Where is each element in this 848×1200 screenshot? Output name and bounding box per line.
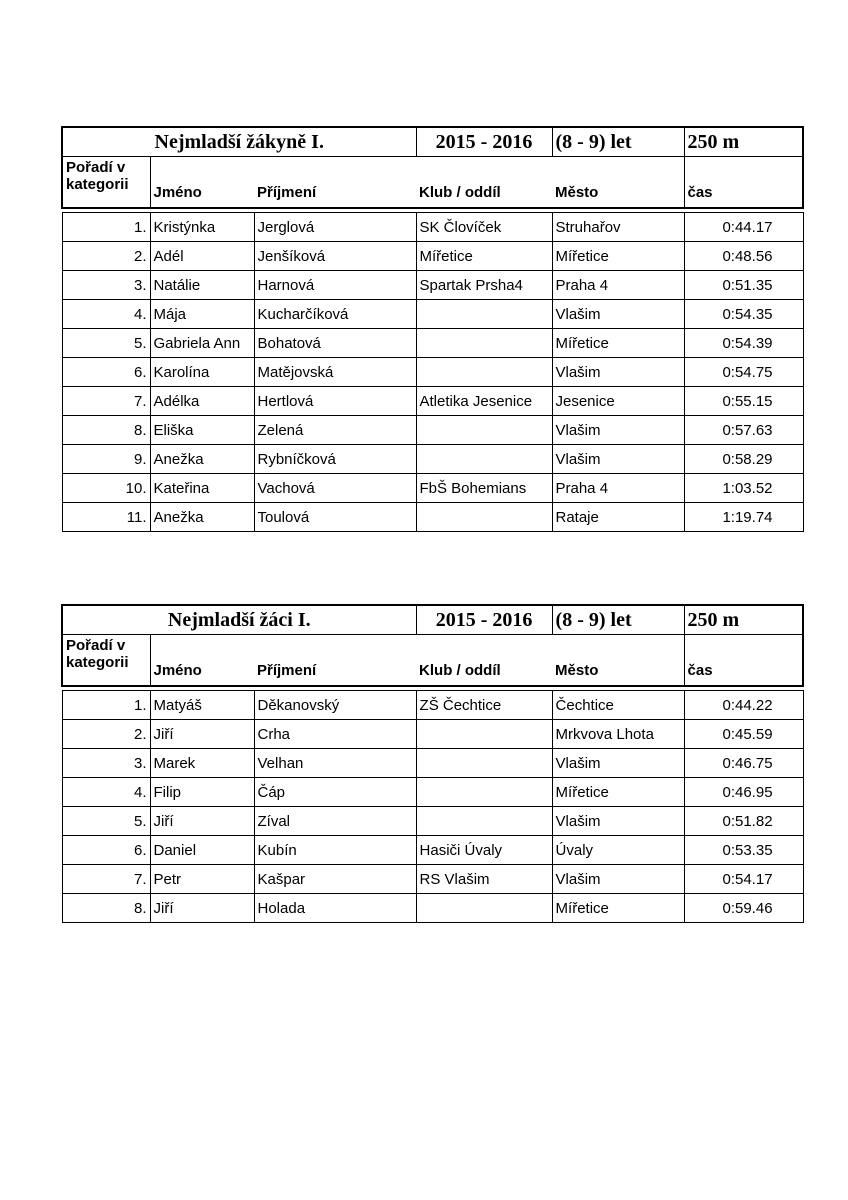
results-table-boys [61,604,804,923]
cell-rank: 11. [62,503,150,532]
table-row [62,271,803,300]
cell-last-name: Zelená [254,416,416,445]
cell-city: Čechtice [552,691,684,720]
distance: 250 m [684,127,803,157]
results-table-body [62,605,803,923]
title-row [62,605,803,635]
header-rank [62,157,150,209]
table-row [62,329,803,358]
cell-rank: 10. [62,474,150,503]
cell-city: Vlašim [552,865,684,894]
header-club: Klub / oddíl [416,635,552,687]
cell-last-name: Harnová [254,271,416,300]
cell-time: 0:57.63 [684,416,803,445]
cell-last-name: Jenšíková [254,242,416,271]
cell-rank: 9. [62,445,150,474]
cell-time: 0:46.75 [684,749,803,778]
cell-first-name: Anežka [150,445,254,474]
cell-first-name: Kateřina [150,474,254,503]
cell-club [416,329,552,358]
header-first-name: Jméno [150,157,254,209]
table-row [62,865,803,894]
cell-time: 0:55.15 [684,387,803,416]
table-row [62,720,803,749]
cell-city: Mrkvova Lhota [552,720,684,749]
cell-club [416,778,552,807]
table-row [62,778,803,807]
cell-last-name: Hertlová [254,387,416,416]
cell-rank: 7. [62,387,150,416]
cell-last-name: Toulová [254,503,416,532]
cell-city: Vlašim [552,445,684,474]
cell-first-name: Natálie [150,271,254,300]
header-time: čas [684,635,803,687]
cell-last-name: Kucharčíková [254,300,416,329]
cell-club [416,749,552,778]
cell-club: Mířetice [416,242,552,271]
table-row [62,503,803,532]
title-row [62,127,803,157]
cell-city: Mířetice [552,894,684,923]
header-rank-line2: kategorii [66,654,129,671]
cell-rank: 1. [62,213,150,242]
cell-time: 0:53.35 [684,836,803,865]
cell-time: 1:03.52 [684,474,803,503]
cell-time: 0:45.59 [684,720,803,749]
cell-time: 0:59.46 [684,894,803,923]
cell-first-name: Anežka [150,503,254,532]
cell-last-name: Kašpar [254,865,416,894]
cell-last-name: Děkanovský [254,691,416,720]
cell-club: Hasiči Úvaly [416,836,552,865]
cell-club: FbŠ Bohemians [416,474,552,503]
header-rank-line2: kategorii [66,176,129,193]
cell-time: 0:44.22 [684,691,803,720]
cell-club [416,503,552,532]
cell-time: 0:48.56 [684,242,803,271]
table-row [62,474,803,503]
cell-rank: 6. [62,358,150,387]
cell-first-name: Filip [150,778,254,807]
table-row [62,445,803,474]
cell-last-name: Zíval [254,807,416,836]
cell-rank: 1. [62,691,150,720]
cell-city: Vlašim [552,358,684,387]
cell-city: Vlašim [552,749,684,778]
cell-time: 0:46.95 [684,778,803,807]
cell-first-name: Petr [150,865,254,894]
cell-time: 0:54.39 [684,329,803,358]
cell-city: Praha 4 [552,474,684,503]
cell-city: Rataje [552,503,684,532]
column-header-row [62,157,803,209]
header-city: Město [552,635,684,687]
cell-rank: 8. [62,894,150,923]
cell-city: Mířetice [552,329,684,358]
cell-club [416,358,552,387]
age-range: (8 - 9) let [552,605,684,635]
cell-rank: 2. [62,242,150,271]
cell-rank: 3. [62,749,150,778]
cell-time: 1:19.74 [684,503,803,532]
cell-first-name: Karolína [150,358,254,387]
cell-club [416,807,552,836]
cell-first-name: Daniel [150,836,254,865]
category-title: Nejmladší žáci I. [62,605,416,635]
cell-club [416,416,552,445]
cell-first-name: Mája [150,300,254,329]
cell-last-name: Kubín [254,836,416,865]
results-table-body [62,127,803,532]
cell-first-name: Eliška [150,416,254,445]
cell-city: Praha 4 [552,271,684,300]
table-row [62,213,803,242]
table-row [62,807,803,836]
category-title: Nejmladší žákyně I. [62,127,416,157]
cell-time: 0:54.17 [684,865,803,894]
cell-last-name: Vachová [254,474,416,503]
cell-club [416,445,552,474]
cell-first-name: Matyáš [150,691,254,720]
cell-last-name: Velhan [254,749,416,778]
cell-time: 0:51.35 [684,271,803,300]
cell-first-name: Marek [150,749,254,778]
cell-last-name: Rybníčková [254,445,416,474]
cell-last-name: Čáp [254,778,416,807]
cell-city: Mířetice [552,242,684,271]
cell-rank: 2. [62,720,150,749]
cell-club: RS Vlašim [416,865,552,894]
cell-first-name: Jiří [150,894,254,923]
table-row [62,387,803,416]
birth-years: 2015 - 2016 [416,127,552,157]
cell-last-name: Jerglová [254,213,416,242]
cell-rank: 7. [62,865,150,894]
cell-time: 0:58.29 [684,445,803,474]
header-rank-line1: Pořadí v [66,159,126,176]
table-row [62,242,803,271]
cell-club [416,300,552,329]
cell-club: SK Človíček [416,213,552,242]
header-last-name: Příjmení [254,157,416,209]
cell-time: 0:44.17 [684,213,803,242]
table-row [62,358,803,387]
header-city: Město [552,157,684,209]
cell-city: Jesenice [552,387,684,416]
results-table-girls [61,126,804,532]
cell-rank: 4. [62,300,150,329]
cell-rank: 5. [62,329,150,358]
cell-city: Mířetice [552,778,684,807]
cell-club: ZŠ Čechtice [416,691,552,720]
cell-time: 0:51.82 [684,807,803,836]
table-row [62,836,803,865]
age-range: (8 - 9) let [552,127,684,157]
header-last-name: Příjmení [254,635,416,687]
cell-rank: 5. [62,807,150,836]
cell-city: Vlašim [552,416,684,445]
cell-rank: 8. [62,416,150,445]
cell-city: Struhařov [552,213,684,242]
header-first-name: Jméno [150,635,254,687]
cell-club [416,894,552,923]
cell-club [416,720,552,749]
header-rank [62,635,150,687]
table-row [62,416,803,445]
distance: 250 m [684,605,803,635]
cell-rank: 4. [62,778,150,807]
cell-first-name: Kristýnka [150,213,254,242]
column-header-row [62,635,803,687]
cell-rank: 3. [62,271,150,300]
cell-city: Vlašim [552,300,684,329]
cell-club: Spartak Prsha4 [416,271,552,300]
header-time: čas [684,157,803,209]
header-club: Klub / oddíl [416,157,552,209]
cell-last-name: Crha [254,720,416,749]
cell-time: 0:54.75 [684,358,803,387]
cell-time: 0:54.35 [684,300,803,329]
cell-city: Úvaly [552,836,684,865]
table-row [62,749,803,778]
cell-last-name: Matějovská [254,358,416,387]
table-row [62,894,803,923]
cell-first-name: Adél [150,242,254,271]
cell-first-name: Jiří [150,807,254,836]
cell-last-name: Bohatová [254,329,416,358]
table-row [62,691,803,720]
cell-rank: 6. [62,836,150,865]
cell-last-name: Holada [254,894,416,923]
cell-first-name: Gabriela Ann [150,329,254,358]
table-row [62,300,803,329]
cell-club: Atletika Jesenice [416,387,552,416]
cell-city: Vlašim [552,807,684,836]
cell-first-name: Jiří [150,720,254,749]
cell-first-name: Adélka [150,387,254,416]
header-rank-line1: Pořadí v [66,637,126,654]
birth-years: 2015 - 2016 [416,605,552,635]
